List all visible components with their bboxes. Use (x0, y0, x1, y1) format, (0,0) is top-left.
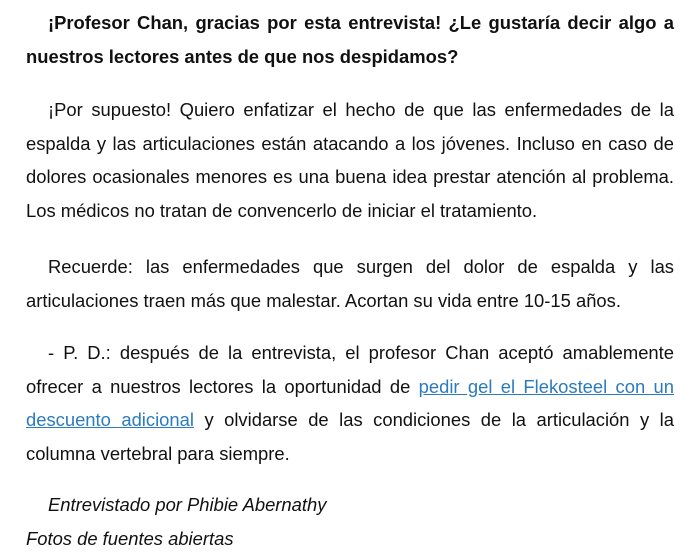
postscript-text-before-link: - P. D.: después de la entrevista, el profesor Chan aceptó amablemente ofrecer a nuestros lectores la oportunidad de (26, 342, 674, 397)
postscript-paragraph (26, 336, 674, 470)
interview-question: ¡Profesor Chan, gracias por esta entrevista! ¿Le gustaría decir algo a nuestros lectores antes de que nos despidamos? (26, 0, 674, 73)
order-discount-link[interactable]: pedir gel el Flekosteel con un descuento adicional (26, 376, 674, 431)
photo-credit: Fotos de fuentes abiertas (26, 522, 674, 555)
answer-paragraph-2: Recuerde: las enfermedades que surgen del dolor de espalda y las articulaciones traen más que malestar. Acortan su vida entre 10-15 años. (26, 250, 674, 317)
answer-paragraph-1: ¡Por supuesto! Quiero enfatizar el hecho de que las enfermedades de la espalda y las articulaciones están atacando a los jóvenes. Incluso en caso de dolores ocasionales menores es una buena idea prestar atención al problema. Los médicos no tratan de convencerlo de iniciar el tratamiento. (26, 93, 674, 227)
interviewer-byline: Entrevistado por Phibie Abernathy (26, 488, 674, 522)
postscript-text-after-link: y olvidarse de las condiciones de la articulación y la columna vertebral para siempre. (26, 409, 674, 464)
